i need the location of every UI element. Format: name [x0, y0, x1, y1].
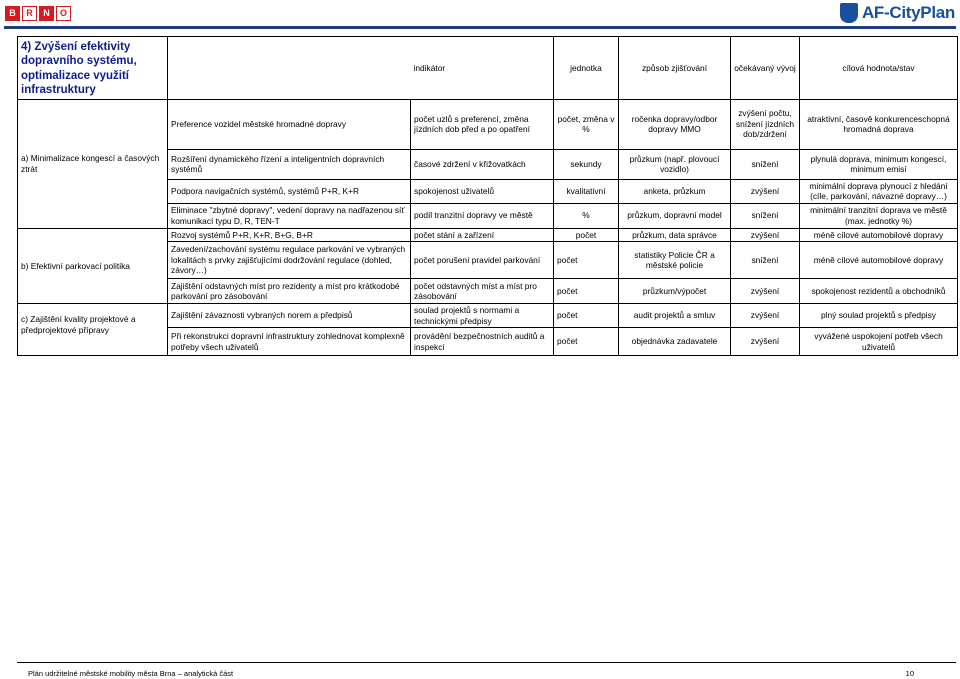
target-cell: minimální doprava plynoucí z hledání (cíle, parkování, návazné dopravy…) [800, 179, 958, 203]
target-cell: spokojenost rezidentů a obchodníků [800, 279, 958, 304]
method-cell: ročenka dopravy/odbor dopravy MMO [619, 99, 731, 149]
indicator-cell: počet uzlů s preferencí, změna jízdních dob před a po opatření [411, 99, 554, 149]
measure-cell: Rozvoj systémů P+R, K+R, B+G, B+R [168, 228, 411, 242]
unit-cell: sekundy [554, 149, 619, 179]
indicator-cell: spokojenost uživatelů [411, 179, 554, 203]
indicator-table [17, 36, 958, 356]
header-target: cílová hodnota/stav [800, 37, 958, 100]
af-cityplan-logo [840, 3, 955, 23]
trend-cell: snížení [731, 203, 800, 228]
footer-title: Plán udržitelné městské mobility města Brna – analytická část [28, 669, 234, 678]
table-row [18, 99, 958, 149]
indicator-cell: provádění bezpečnostních auditů a inspekcí [411, 328, 554, 356]
unit-cell: počet [554, 242, 619, 279]
header-indicator: indikátor [411, 37, 554, 100]
header-unit: jednotka [554, 37, 619, 100]
section-b: b) Efektivní parkovací politika [18, 228, 168, 304]
indicator-cell: počet porušení pravidel parkování [411, 242, 554, 279]
method-cell: průzkum (např. plovoucí vozidlo) [619, 149, 731, 179]
section-c: c) Zajištění kvality projektové a předprojektové přípravy [18, 304, 168, 356]
unit-cell: % [554, 203, 619, 228]
footer-divider [17, 662, 956, 663]
target-cell: vyvážené uspokojení potřeb všech uživatelů [800, 328, 958, 356]
indicator-cell: podíl tranzitní dopravy ve městě [411, 203, 554, 228]
unit-cell: počet [554, 328, 619, 356]
page-title: 4) Zvýšení efektivity dopravního systému, optimalizace využití infrastruktury [18, 37, 168, 100]
target-cell: minimální tranzitní doprava ve městě (max. jednotky %) [800, 203, 958, 228]
indicator-cell: soulad projektů s normami a technickými předpisy [411, 304, 554, 328]
target-cell: plný soulad projektů s předpisy [800, 304, 958, 328]
unit-cell: počet [554, 228, 619, 242]
trend-cell: zvýšení počtu, snížení jízdních dob/zdržení [731, 99, 800, 149]
measure-cell: Při rekonstrukci dopravní infrastruktury zohlednovat komplexně potřeby všech uživatelů [168, 328, 411, 356]
target-cell: méně cílové automobilové dopravy [800, 242, 958, 279]
indicator-cell: časové zdržení v křižovatkách [411, 149, 554, 179]
trend-cell: zvýšení [731, 328, 800, 356]
measure-cell: Zavedení/zachování systému regulace parkování ve vybraných lokalitách s prvky zajišťujícími dodržování regulace (dohled, závory…) [168, 242, 411, 279]
trend-cell: snížení [731, 149, 800, 179]
method-cell: audit projektů a smluv [619, 304, 731, 328]
measure-cell: Rozšíření dynamického řízení a inteligentních dopravních systémů [168, 149, 411, 179]
header-divider [4, 26, 956, 29]
brno-letter-n: N [39, 6, 54, 21]
target-cell: atraktivní, časově konkurenceschopná hromadná doprava [800, 99, 958, 149]
method-cell: průzkum, data správce [619, 228, 731, 242]
trend-cell: zvýšení [731, 304, 800, 328]
af-cityplan-text: AF-CityPlan [861, 3, 955, 22]
table-row [18, 304, 958, 328]
target-cell: plynulá doprava, minimum kongescí, minimum emisí [800, 149, 958, 179]
trend-cell: zvýšení [731, 228, 800, 242]
indicator-cell: počet stání a zařízení [411, 228, 554, 242]
brno-letter-r: R [22, 6, 37, 21]
unit-cell: kvalitativní [554, 179, 619, 203]
unit-cell: počet, změna v % [554, 99, 619, 149]
section-a: a) Minimalizace kongescí a časových ztrát [18, 99, 168, 228]
header-trend: očekávaný vývoj [731, 37, 800, 100]
header-method: způsob zjišťování [619, 37, 731, 100]
unit-cell: počet [554, 279, 619, 304]
trend-cell: snížení [731, 242, 800, 279]
table-row [18, 228, 958, 242]
page-number: 10 [905, 669, 914, 678]
unit-cell: počet [554, 304, 619, 328]
method-cell: statistiky Policie ČR a městské policie [619, 242, 731, 279]
method-cell: objednávka zadavatele [619, 328, 731, 356]
brno-logo [5, 6, 71, 21]
method-cell: průzkum, dopravní model [619, 203, 731, 228]
indicator-cell: počet odstavných míst a míst pro zásobování [411, 279, 554, 304]
measure-cell: Preference vozidel městské hromadné dopravy [168, 99, 411, 149]
brno-letter-o: O [56, 6, 71, 21]
measure-cell: Zajištění závaznosti vybraných norem a předpisů [168, 304, 411, 328]
trend-cell: zvýšení [731, 279, 800, 304]
measure-cell: Zajištění odstavných míst pro rezidenty a míst pro krátkodobé parkování pro zásobování [168, 279, 411, 304]
measure-cell: Eliminace "zbytné dopravy", vedení dopravy na nadřazenou síť komunikací typu D, R, TEN-T [168, 203, 411, 228]
method-cell: anketa, průzkum [619, 179, 731, 203]
target-cell: méně cílové automobilové dopravy [800, 228, 958, 242]
measure-cell: Podpora navigačních systémů, systémů P+R, K+R [168, 179, 411, 203]
brno-letter-b: B [5, 6, 20, 21]
trend-cell: zvýšení [731, 179, 800, 203]
method-cell: průzkum/výpočet [619, 279, 731, 304]
af-shield-icon [840, 3, 858, 23]
